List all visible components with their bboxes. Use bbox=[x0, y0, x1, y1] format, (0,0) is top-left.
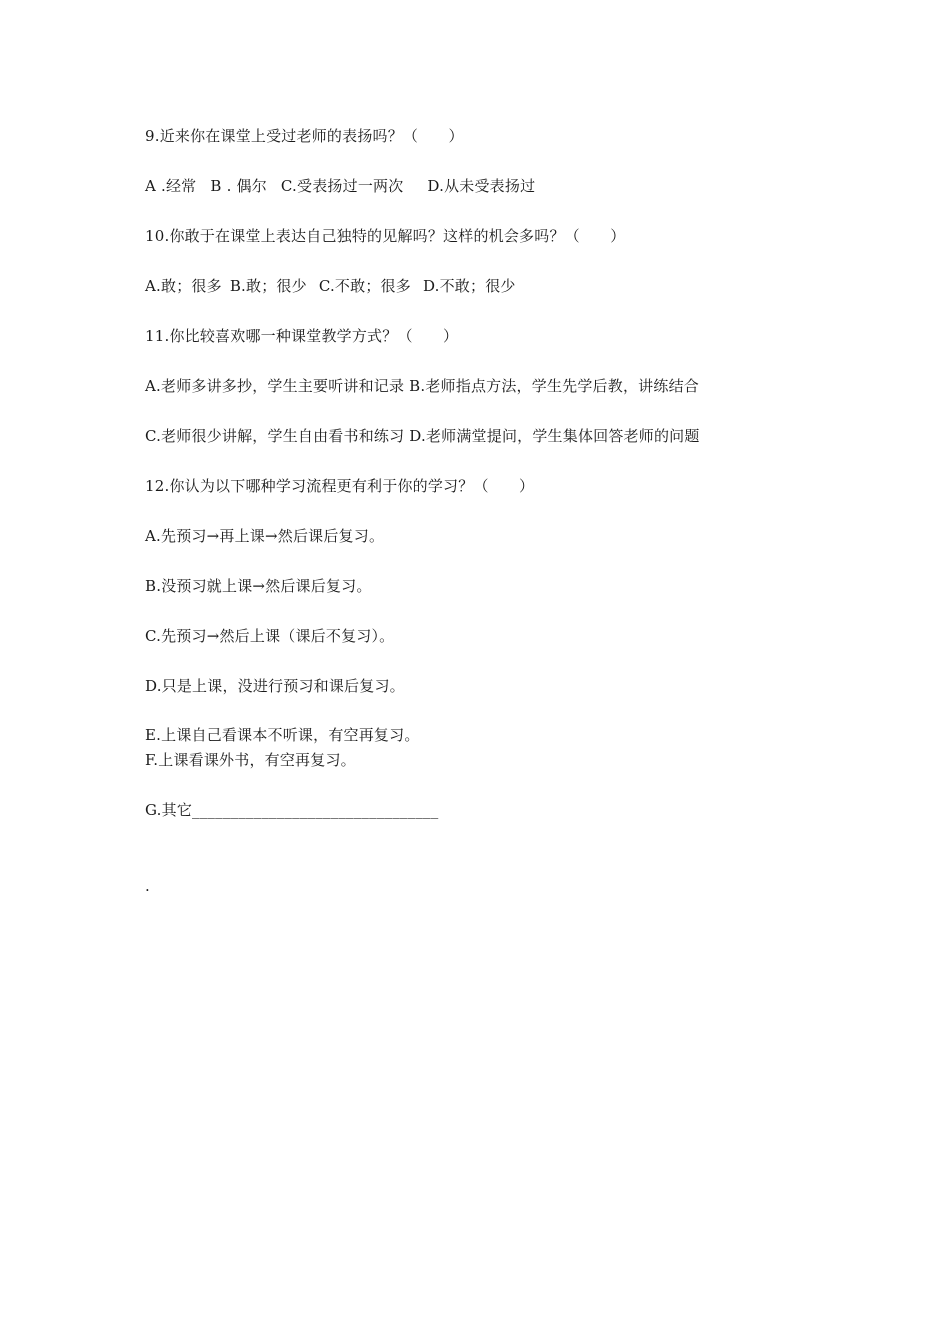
q9-option-a: A .经常 bbox=[145, 177, 197, 195]
q12-option-e: E.上课自己看课本不听课，有空再复习。 bbox=[145, 726, 420, 744]
question-10-options bbox=[145, 276, 516, 296]
question-10-prompt: 10.你敢于在课堂上表达自己独特的见解吗？这样的机会多吗？（ ） bbox=[145, 227, 626, 245]
q12-option-d: D.只是上课，没进行预习和课后复习。 bbox=[145, 677, 405, 695]
q12-option-a: A.先预习→再上课→然后课后复习。 bbox=[145, 527, 385, 545]
q10-option-a: A.敢；很多 bbox=[145, 277, 222, 295]
q9-option-c: C.受表扬过一两次 bbox=[280, 177, 404, 195]
question-9-options bbox=[145, 176, 535, 196]
q10-option-c: C.不敢；很多 bbox=[318, 277, 411, 295]
q9-option-d: D.从未受表扬过 bbox=[427, 177, 536, 195]
question-12-prompt: 12.你认为以下哪种学习流程更有利于你的学习？（ ） bbox=[145, 477, 535, 495]
q12-option-g: G.其它________________________________ bbox=[145, 801, 439, 819]
question-11-prompt: 11.你比较喜欢哪一种课堂教学方式？（ ） bbox=[145, 327, 459, 345]
footer-mark: . bbox=[145, 877, 150, 895]
q12-option-c: C.先预习→然后上课（课后不复习）。 bbox=[145, 627, 395, 645]
question-11-options-cd: C.老师很少讲解，学生自由看书和练习 D.老师满堂提问，学生集体回答老师的问题 bbox=[145, 427, 700, 445]
q10-option-b: B.敢；很少 bbox=[229, 277, 307, 295]
question-9-prompt: 9.近来你在课堂上受过老师的表扬吗？（ ） bbox=[145, 127, 464, 145]
q10-option-d: D.不敢；很少 bbox=[422, 277, 516, 295]
question-11-options-ab: A.老师多讲多抄，学生主要听讲和记录 B.老师指点方法，学生先学后教，讲练结合 bbox=[145, 377, 699, 395]
q12-option-f: F.上课看课外书，有空再复习。 bbox=[145, 751, 356, 769]
q12-option-b: B.没预习就上课→然后课后复习。 bbox=[145, 577, 372, 595]
q9-option-b: B . 偶尔 bbox=[210, 177, 267, 195]
